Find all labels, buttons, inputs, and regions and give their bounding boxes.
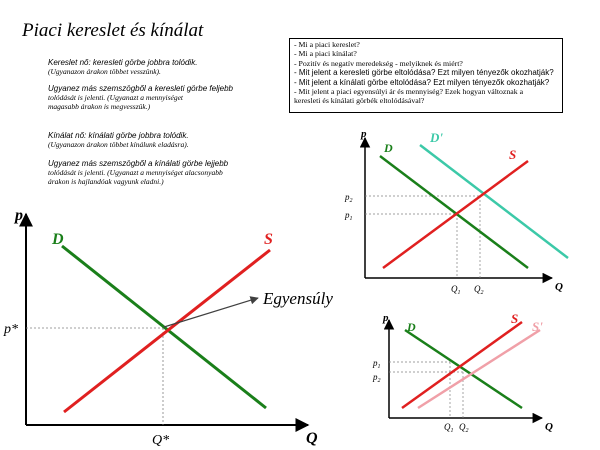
note-demand-upward-line3: magasabb árakon is megvesszük.) (48, 102, 151, 111)
ss-demand-label: D (407, 320, 416, 334)
ss-supply-shifted-curve (418, 330, 540, 408)
main-p-axis-label: p (15, 207, 23, 224)
ss-p-axis-label: p (383, 312, 389, 324)
ss-supply-label: S (511, 311, 519, 326)
ss-q2-label: $Q_2$ (459, 422, 469, 434)
ds-q2-label: $Q_2$ (474, 284, 484, 296)
note-demand-upward-line1: Ugyanez más szemszögből a keresleti görbe feljebb (48, 84, 233, 93)
supply-shift-diagram (372, 311, 553, 434)
note-supply-downward-line3: árakon is hajlandóak vagyunk eladni.) (48, 177, 164, 186)
main-supply-label: S (264, 231, 273, 248)
main-demand-label: D (52, 231, 64, 248)
page-title: Piaci kereslet és kínálat (22, 20, 204, 41)
ss-q-axis-label: Q (545, 421, 553, 433)
question-item: - Mit jelent a keresleti görbe eltolódása? Ezt milyen tényezők okozhatják? (294, 68, 554, 78)
question-item: - Mi a piaci kínálat? (294, 49, 357, 59)
note-supply-shift-line2: (Ugyanazon árakon többet kínálunk eladásra). (48, 140, 189, 149)
question-item: - Pozitív és negatív meredekség - melyiknek és miért? (294, 58, 463, 68)
main-q-star-label: Q* (152, 433, 170, 448)
equilibrium-arrow (164, 298, 258, 327)
ss-p2-label: $p_2$ (373, 372, 381, 384)
question-item: keresleti és kínálati görbék eltolódásával? (294, 96, 425, 106)
main-q-axis-label: Q (306, 430, 318, 447)
note-supply-shift-line1: Kínálat nő: kínálati görbe jobbra tolódik. (48, 131, 189, 140)
ds-demand-label: D (384, 141, 393, 155)
ds-p2-label: $p_2$ (345, 192, 353, 204)
question-item: - Mit jelent a piaci egyensúlyi ár és mennyiség? Ezek hogyan változnak a (294, 87, 524, 97)
main-diagram (3, 207, 333, 448)
ds-q1-label: $Q_1$ (451, 284, 461, 296)
note-demand-shift-line1: Kereslet nő: keresleti görbe jobbra tolódik. (48, 58, 198, 67)
note-demand-shift-line2: (Ugyanazon árakon többet vesszünk). (48, 67, 161, 76)
ds-demand-shifted-label: D' (430, 130, 443, 145)
ss-supply-shifted-label: S' (532, 319, 543, 334)
ss-demand-curve (405, 330, 522, 408)
ds-q-axis-label: Q (555, 281, 563, 293)
note-supply-downward-line1: Ugyanez más szemszögből a kínálati görbe lejjebb (48, 159, 229, 168)
ss-p1-label: $p_1$ (373, 358, 381, 370)
ds-p1-label: $p_1$ (345, 210, 353, 222)
note-supply-downward-line2: tolódását is jelenti. (Ugyanazt a mennyiséget alacsonyabb (48, 168, 223, 177)
equilibrium-label: Egyensúly (263, 289, 333, 308)
ds-supply-label: S (509, 147, 517, 162)
ss-q1-label: $Q_1$ (444, 422, 454, 434)
demand-shift-diagram (344, 128, 568, 296)
ds-p-axis-label: p (361, 128, 367, 140)
question-item: - Mit jelent a kínálati görbe eltolódása? Ezt milyen tényezők okozhatják? (294, 77, 550, 87)
question-item: - Mi a piaci kereslet? (294, 40, 360, 49)
main-p-star-label: p* (4, 322, 18, 337)
note-demand-upward-line2: tolódását is jelenti. (Ugyanazt a mennyiséget (48, 93, 183, 102)
